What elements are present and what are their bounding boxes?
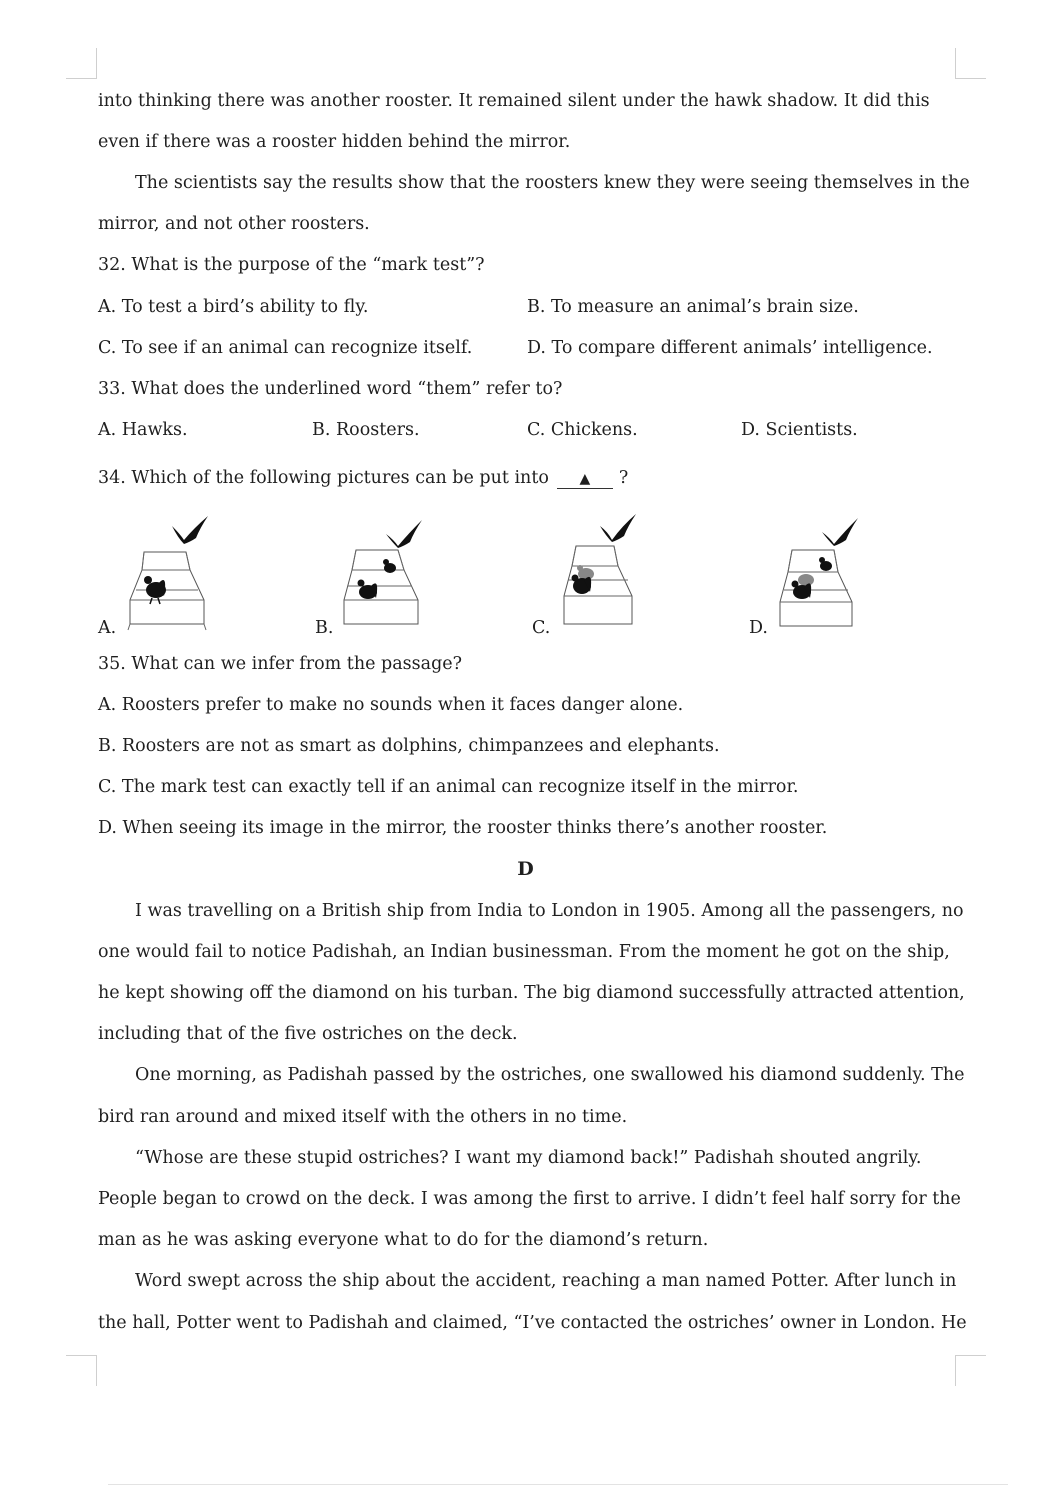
q34-label-a: A. <box>98 618 117 638</box>
passage-line: I was travelling on a British ship from India to London in 1905. Among all the passengers, no <box>135 901 964 921</box>
crop-mark-top-left <box>66 48 97 79</box>
page-bottom-edge <box>108 1484 1008 1485</box>
passage-line: even if there was a rooster hidden behind the mirror. <box>98 132 571 152</box>
section-heading: D <box>517 858 534 880</box>
question-34-stem <box>98 466 958 490</box>
passage-line: mirror, and not other roosters. <box>98 214 370 234</box>
picture-a-rooster-box <box>124 512 214 632</box>
q34-label-c: C. <box>532 618 551 638</box>
q33-option-b: B. Roosters. <box>312 420 420 440</box>
passage-line: bird ran around and mixed itself with the others in no time. <box>98 1107 628 1127</box>
q33-option-d: D. Scientists. <box>741 420 858 440</box>
q35-option-c: C. The mark test can exactly tell if an animal can recognize itself in the mirror. <box>98 777 799 797</box>
q32-option-a: A. To test a bird’s ability to fly. <box>98 297 369 317</box>
crop-mark-bottom-right <box>955 1355 986 1386</box>
hawk-icon <box>172 516 208 544</box>
q34-stem-text: 34. Which of the following pictures can be put into <box>98 468 549 488</box>
passage-line: one would fail to notice Padishah, an Indian businessman. From the moment he got on the ship, <box>98 942 950 962</box>
passage-line: into thinking there was another rooster. It remained silent under the hawk shadow. It did this <box>98 91 930 111</box>
passage-line: Word swept across the ship about the accident, reaching a man named Potter. After lunch in <box>135 1271 957 1291</box>
passage-line: People began to crowd on the deck. I was among the first to arrive. I didn’t feel half sorry for the <box>98 1189 961 1209</box>
passage-line: the hall, Potter went to Padishah and claimed, “I’ve contacted the ostriches’ owner in London. He <box>98 1313 967 1333</box>
picture-c-rooster-box <box>560 510 640 628</box>
hawk-icon <box>386 520 422 548</box>
passage-line: “Whose are these stupid ostriches? I want my diamond back!” Padishah shouted angrily. <box>135 1148 922 1168</box>
q32-option-c: C. To see if an animal can recognize itself. <box>98 338 473 358</box>
hawk-icon <box>822 518 858 546</box>
question-33-stem: 33. What does the underlined word “them” refer to? <box>98 379 563 399</box>
hawk-icon <box>600 514 636 542</box>
small-rooster-icon <box>819 557 832 571</box>
crop-mark-bottom-left <box>66 1355 97 1386</box>
reflected-rooster-icon <box>577 565 594 580</box>
q32-option-b: B. To measure an animal’s brain size. <box>527 297 859 317</box>
q35-option-b: B. Roosters are not as smart as dolphins, chimpanzees and elephants. <box>98 736 720 756</box>
crop-mark-top-right <box>955 48 986 79</box>
passage-line: The scientists say the results show that the roosters knew they were seeing themselves in the <box>135 173 970 193</box>
picture-b-rooster-box <box>340 514 430 632</box>
passage-line: One morning, as Padishah passed by the ostriches, one swallowed his diamond suddenly. The <box>135 1065 965 1085</box>
q35-option-a: A. Roosters prefer to make no sounds when it faces danger alone. <box>98 695 684 715</box>
q35-option-d: D. When seeing its image in the mirror, the rooster thinks there’s another rooster. <box>98 818 828 838</box>
passage-line: man as he was asking everyone what to do for the diamond’s return. <box>98 1230 709 1250</box>
answer-blank <box>557 469 613 489</box>
q33-option-a: A. Hawks. <box>98 420 188 440</box>
question-32-stem: 32. What is the purpose of the “mark test”? <box>98 255 485 275</box>
q33-option-c: C. Chickens. <box>527 420 638 440</box>
q34-label-d: D. <box>749 618 768 638</box>
picture-d-rooster-box <box>776 514 860 632</box>
reflected-rooster-icon <box>798 574 814 586</box>
passage-line: including that of the five ostriches on the deck. <box>98 1024 518 1044</box>
q32-option-d: D. To compare different animals’ intelligence. <box>527 338 933 358</box>
triangle-icon: ▲ <box>579 471 591 487</box>
passage-line: he kept showing off the diamond on his turban. The big diamond successfully attracted attention, <box>98 983 965 1003</box>
q34-label-b: B. <box>315 618 334 638</box>
rooster-icon <box>358 580 378 600</box>
small-rooster-icon <box>383 559 396 573</box>
question-35-stem: 35. What can we infer from the passage? <box>98 654 463 674</box>
q34-end-mark: ? <box>618 468 629 488</box>
